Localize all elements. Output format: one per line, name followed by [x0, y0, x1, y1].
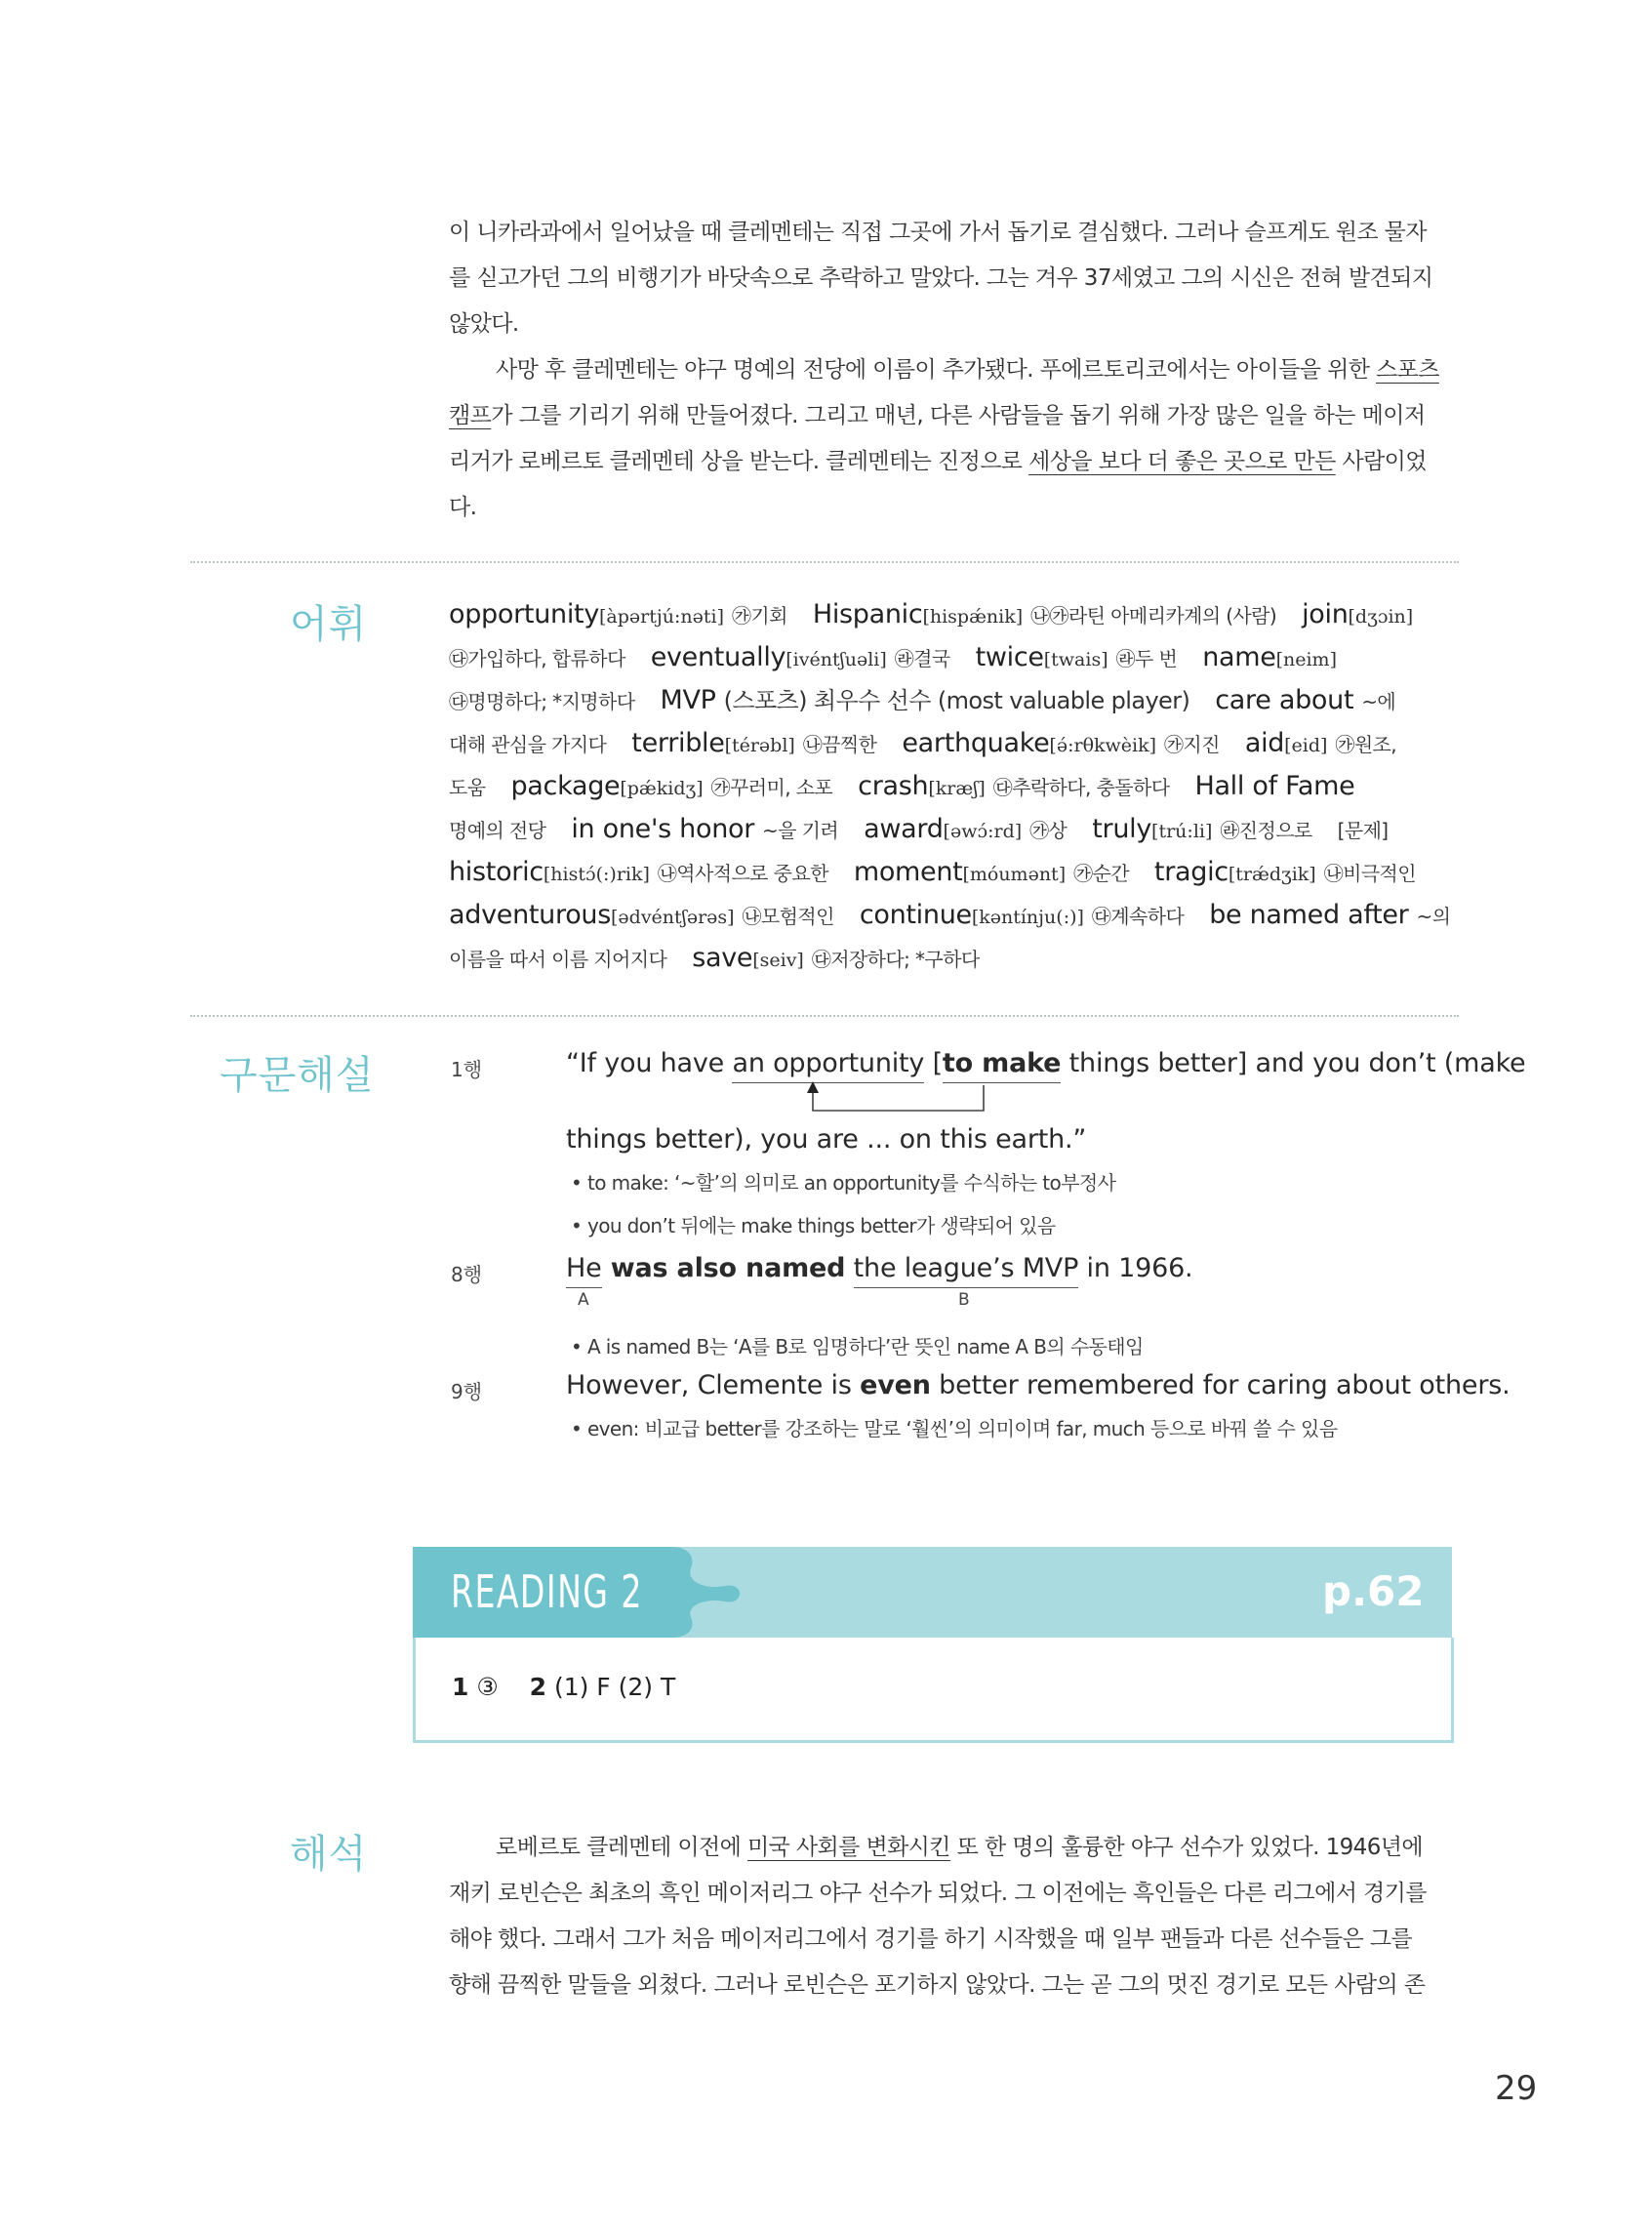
- paragraph-line: 다.: [449, 495, 477, 520]
- vocab-line: ㉰명명하다; *지명하다 MVP (스포츠) 최우수 선수 (most valuable player) care about ~에: [449, 685, 1396, 715]
- vocab-word: continue: [859, 900, 972, 930]
- vocab-meaning: ㉮기회: [731, 604, 787, 628]
- vocab-line: [449, 593, 1483, 638]
- vocab-line: 도움 package[pǽkidʒ] ㉮꾸러미, 소포 crash[kræʃ] ㉰추락하다, 충돌하다 Hall of Fame: [449, 771, 1355, 801]
- vocab-word: name: [1202, 642, 1276, 672]
- vocab-phonetic: [ədvéntʃərəs]: [611, 907, 735, 928]
- label-a: A: [578, 1290, 589, 1310]
- subject-a: He: [566, 1253, 602, 1288]
- vocab-phonetic: [ə́:rθkwèik]: [1049, 735, 1157, 756]
- underlined-phrase: 스포츠: [1376, 357, 1439, 383]
- vocab-phonetic: [móumənt]: [962, 864, 1067, 885]
- vocab-phonetic: [ivéntʃuəli]: [786, 649, 887, 670]
- vocab-meaning: ㉰가입하다, 합류하다: [449, 647, 625, 670]
- vocab-word: earthquake: [902, 728, 1050, 758]
- paragraph-line: [496, 347, 1511, 393]
- vocab-meaning: ㉯비극적인: [1323, 862, 1416, 885]
- vocab-word: historic: [449, 857, 544, 887]
- vocab-word: Hall of Fame: [1194, 771, 1355, 801]
- vocab-word: tragic: [1153, 857, 1229, 887]
- underlined-phrase: 캠프: [449, 403, 492, 428]
- vocab-phonetic: [neim]: [1275, 649, 1337, 670]
- vocab-word: MVP: [660, 685, 716, 715]
- answer-line: 1 ③ 2 (1) F (2) T: [452, 1673, 676, 1701]
- vocab-word: twice: [975, 642, 1044, 672]
- vocab-meaning: ㉰명명하다; *지명하다: [449, 690, 635, 713]
- antecedent-phrase: an opportunity: [732, 1048, 924, 1083]
- line-number: 8행: [451, 1263, 483, 1286]
- vocab-phonetic: [hispǽnik]: [922, 606, 1024, 628]
- vocab-meaning: ㉮순간: [1073, 862, 1129, 885]
- vocab-meaning: ㉮상: [1029, 819, 1068, 842]
- syntax-sentence: However, Clemente is even better remembered for caring about others.: [566, 1370, 1511, 1400]
- vocab-phonetic: [kræʃ]: [928, 778, 986, 799]
- vocab-tag: [문제]: [1337, 819, 1389, 842]
- vocab-meaning: ㉮꾸러미, 소포: [710, 776, 833, 799]
- label-b: B: [958, 1290, 970, 1310]
- vocab-word: care about: [1215, 685, 1354, 715]
- vocab-meaning: ㉮지진: [1164, 733, 1220, 756]
- paragraph-text: 사망 후 클레멘테는 야구 명예의 전당에 이름이 추가됐다. 푸에르토리코에서는 아이들을 위한: [496, 357, 1377, 383]
- vocab-line: [449, 808, 1483, 853]
- vocab-line: 대해 관심을 가지다 terrible[térəbl] ㉯끔찍한 earthquake[ə́:rθkwèik] ㉮지진 aid[eid] ㉮원조,: [449, 728, 1397, 758]
- vocab-word: eventually: [650, 642, 786, 672]
- paragraph-line: [449, 393, 1464, 439]
- paragraph-text: 리거가 로베르토 클레멘테 상을 받는다. 클레멘테는 진정으로: [449, 449, 1029, 474]
- vocab-word: save: [692, 943, 753, 973]
- vocab-meaning: ~을 기려: [762, 819, 839, 842]
- vocab-meaning: ㉰저장하다; *구하다: [811, 948, 980, 971]
- translation-line: 향해 끔찍한 말들을 외쳤다. 그러나 로빈슨은 포기하지 않았다. 그는 곧 그의 멋진 경기로 모든 사람의 존: [449, 1972, 1426, 1998]
- vocab-heading: 어휘: [290, 602, 368, 647]
- reading-title: READING 2: [451, 1565, 643, 1618]
- vocab-phonetic: [twais]: [1043, 649, 1108, 670]
- vocab-word: join: [1302, 599, 1349, 629]
- vocab-phonetic: [pǽkidʒ]: [620, 778, 704, 799]
- vocab-meaning: ㉯모험적인: [742, 905, 834, 928]
- section-divider: [190, 561, 1459, 563]
- vocab-meaning: ㉱두 번: [1115, 647, 1178, 670]
- translation-heading: 해석: [290, 1832, 368, 1877]
- vocab-meaning: ㉱진정으로: [1220, 819, 1312, 842]
- syntax-note: • A is named B는 ‘A를 B로 임명하다’란 뜻인 name A B의 수동태임: [571, 1335, 1144, 1358]
- vocab-word: crash: [858, 771, 929, 801]
- syntax-note: • you don’t 뒤에는 make things better가 생략되어 있음: [571, 1214, 1056, 1237]
- vocab-phonetic: [kəntínju(:)]: [971, 907, 1084, 928]
- vocab-word: be named after: [1209, 900, 1409, 930]
- vocab-meaning: ㉰계속하다: [1091, 905, 1185, 928]
- vocab-word: moment: [853, 857, 963, 887]
- paragraph-text: 가 그를 기리기 위해 만들어졌다. 그리고 매년, 다른 사람들을 돕기 위해 가장 많은 일을 하는 메이저: [491, 403, 1426, 428]
- paragraph-text: 사람이었: [1335, 449, 1427, 474]
- vocab-word: truly: [1092, 814, 1152, 844]
- vocab-meaning: ㉰추락하다, 충돌하다: [992, 776, 1170, 799]
- vocab-meaning: 명예의 전당: [449, 819, 546, 842]
- reading-page-ref: p.62: [1322, 1567, 1425, 1615]
- translation-line: 재키 로빈슨은 최초의 흑인 메이저리그 야구 선수가 되었다. 그 이전에는 흑인들은 다른 리그에서 경기를: [449, 1881, 1427, 1906]
- translation-line: 해야 했다. 그래서 그가 처음 메이저리그에서 경기를 하기 시작했을 때 일부 팬들과 다른 선수들은 그를: [449, 1926, 1413, 1952]
- syntax-sentence: things better), you are ... on this earth.”: [566, 1124, 1087, 1155]
- syntax-note: • even: 비교급 better를 강조하는 말로 ‘훨씬’의 의미이며 far, much 등으로 바꿔 쓸 수 있음: [571, 1417, 1338, 1440]
- paragraph-line: 를 싣고가던 그의 비행기가 바닷속으로 추락하고 말았다. 그는 겨우 37세였고 그의 시신은 전혀 발견되지: [449, 265, 1433, 291]
- vocab-word: Hispanic: [812, 599, 923, 629]
- vocab-word: in one's honor: [571, 814, 755, 844]
- syntax-sentence: He was also named the league’s MVP in 1966.: [566, 1253, 1192, 1283]
- vocab-meaning: (스포츠) 최우수 선수 (most valuable player): [723, 687, 1190, 714]
- line-number: 9행: [451, 1380, 483, 1403]
- page-number: 29: [1495, 2069, 1538, 2108]
- vocab-line: [449, 636, 1483, 681]
- vocab-meaning: ㉯끔찍한: [802, 733, 877, 756]
- vocab-phonetic: [trǽdʒik]: [1228, 864, 1316, 885]
- vocab-meaning: ㉱결국: [894, 647, 950, 670]
- complement-b: the league’s MVP: [854, 1253, 1079, 1288]
- vocab-line: adventurous[ədvéntʃərəs] ㉯모험적인 continue[kəntínju(:)] ㉰계속하다 be named after ~의: [449, 900, 1451, 930]
- vocab-meaning: ㉯역사적으로 중요한: [657, 862, 828, 885]
- vocab-line: 이름을 따서 이름 지어지다 save[seiv] ㉰저장하다; *구하다: [449, 943, 980, 973]
- section-divider: [190, 1015, 1459, 1017]
- underlined-phrase: 세상을 보다 더 좋은 곳으로 만든: [1028, 449, 1336, 474]
- vocab-word: award: [864, 814, 944, 844]
- vocab-phonetic: [térəbl]: [724, 735, 795, 756]
- syntax-sentence: “If you have an opportunity [to make things better] and you don’t (make: [566, 1048, 1525, 1078]
- vocab-meaning: ㉯㉮라틴 아메리카계의 (사람): [1030, 604, 1277, 628]
- vocab-phonetic: [histɔ́(:)rik]: [543, 864, 650, 885]
- vocab-phonetic: [àpərtjú:nəti]: [599, 606, 724, 628]
- vocab-word: adventurous: [449, 900, 611, 930]
- vocab-phonetic: [trú:li]: [1151, 821, 1213, 842]
- vocab-phonetic: [eid]: [1284, 735, 1328, 756]
- modifier-arrow-icon: [781, 1081, 995, 1116]
- vocab-phonetic: [seiv]: [752, 950, 804, 971]
- syntax-heading: 구문해설: [220, 1053, 375, 1098]
- vocab-word: opportunity: [449, 599, 599, 629]
- paragraph-line: 이 니카라과에서 일어났을 때 클레멘테는 직접 그곳에 가서 돕기로 결심했다. 그러나 슬프게도 원조 물자: [449, 220, 1427, 245]
- vocab-word: package: [510, 771, 621, 801]
- vocab-word: aid: [1244, 728, 1285, 758]
- syntax-note: • to make: ‘~할’의 의미로 an opportunity를 수식하는 to부정사: [571, 1171, 1116, 1195]
- answer-box: [413, 1638, 1454, 1743]
- paragraph-line: [449, 439, 1464, 485]
- infinitive-phrase: to make: [943, 1048, 1061, 1083]
- vocab-phonetic: [dʒɔin]: [1348, 606, 1414, 628]
- vocab-word: terrible: [631, 728, 725, 758]
- vocab-phonetic: [əwɔ́:rd]: [943, 821, 1023, 842]
- paragraph-line: 않았다.: [449, 311, 519, 337]
- underlined-phrase: 미국 사회를 변화시킨: [746, 1835, 950, 1860]
- line-number: 1행: [451, 1058, 483, 1081]
- vocab-line: [449, 851, 1483, 896]
- translation-line: 로베르토 클레멘테 이전에 미국 사회를 변화시킨 또 한 명의 훌륭한 야구 선수가 있었다. 1946년에: [496, 1835, 1423, 1860]
